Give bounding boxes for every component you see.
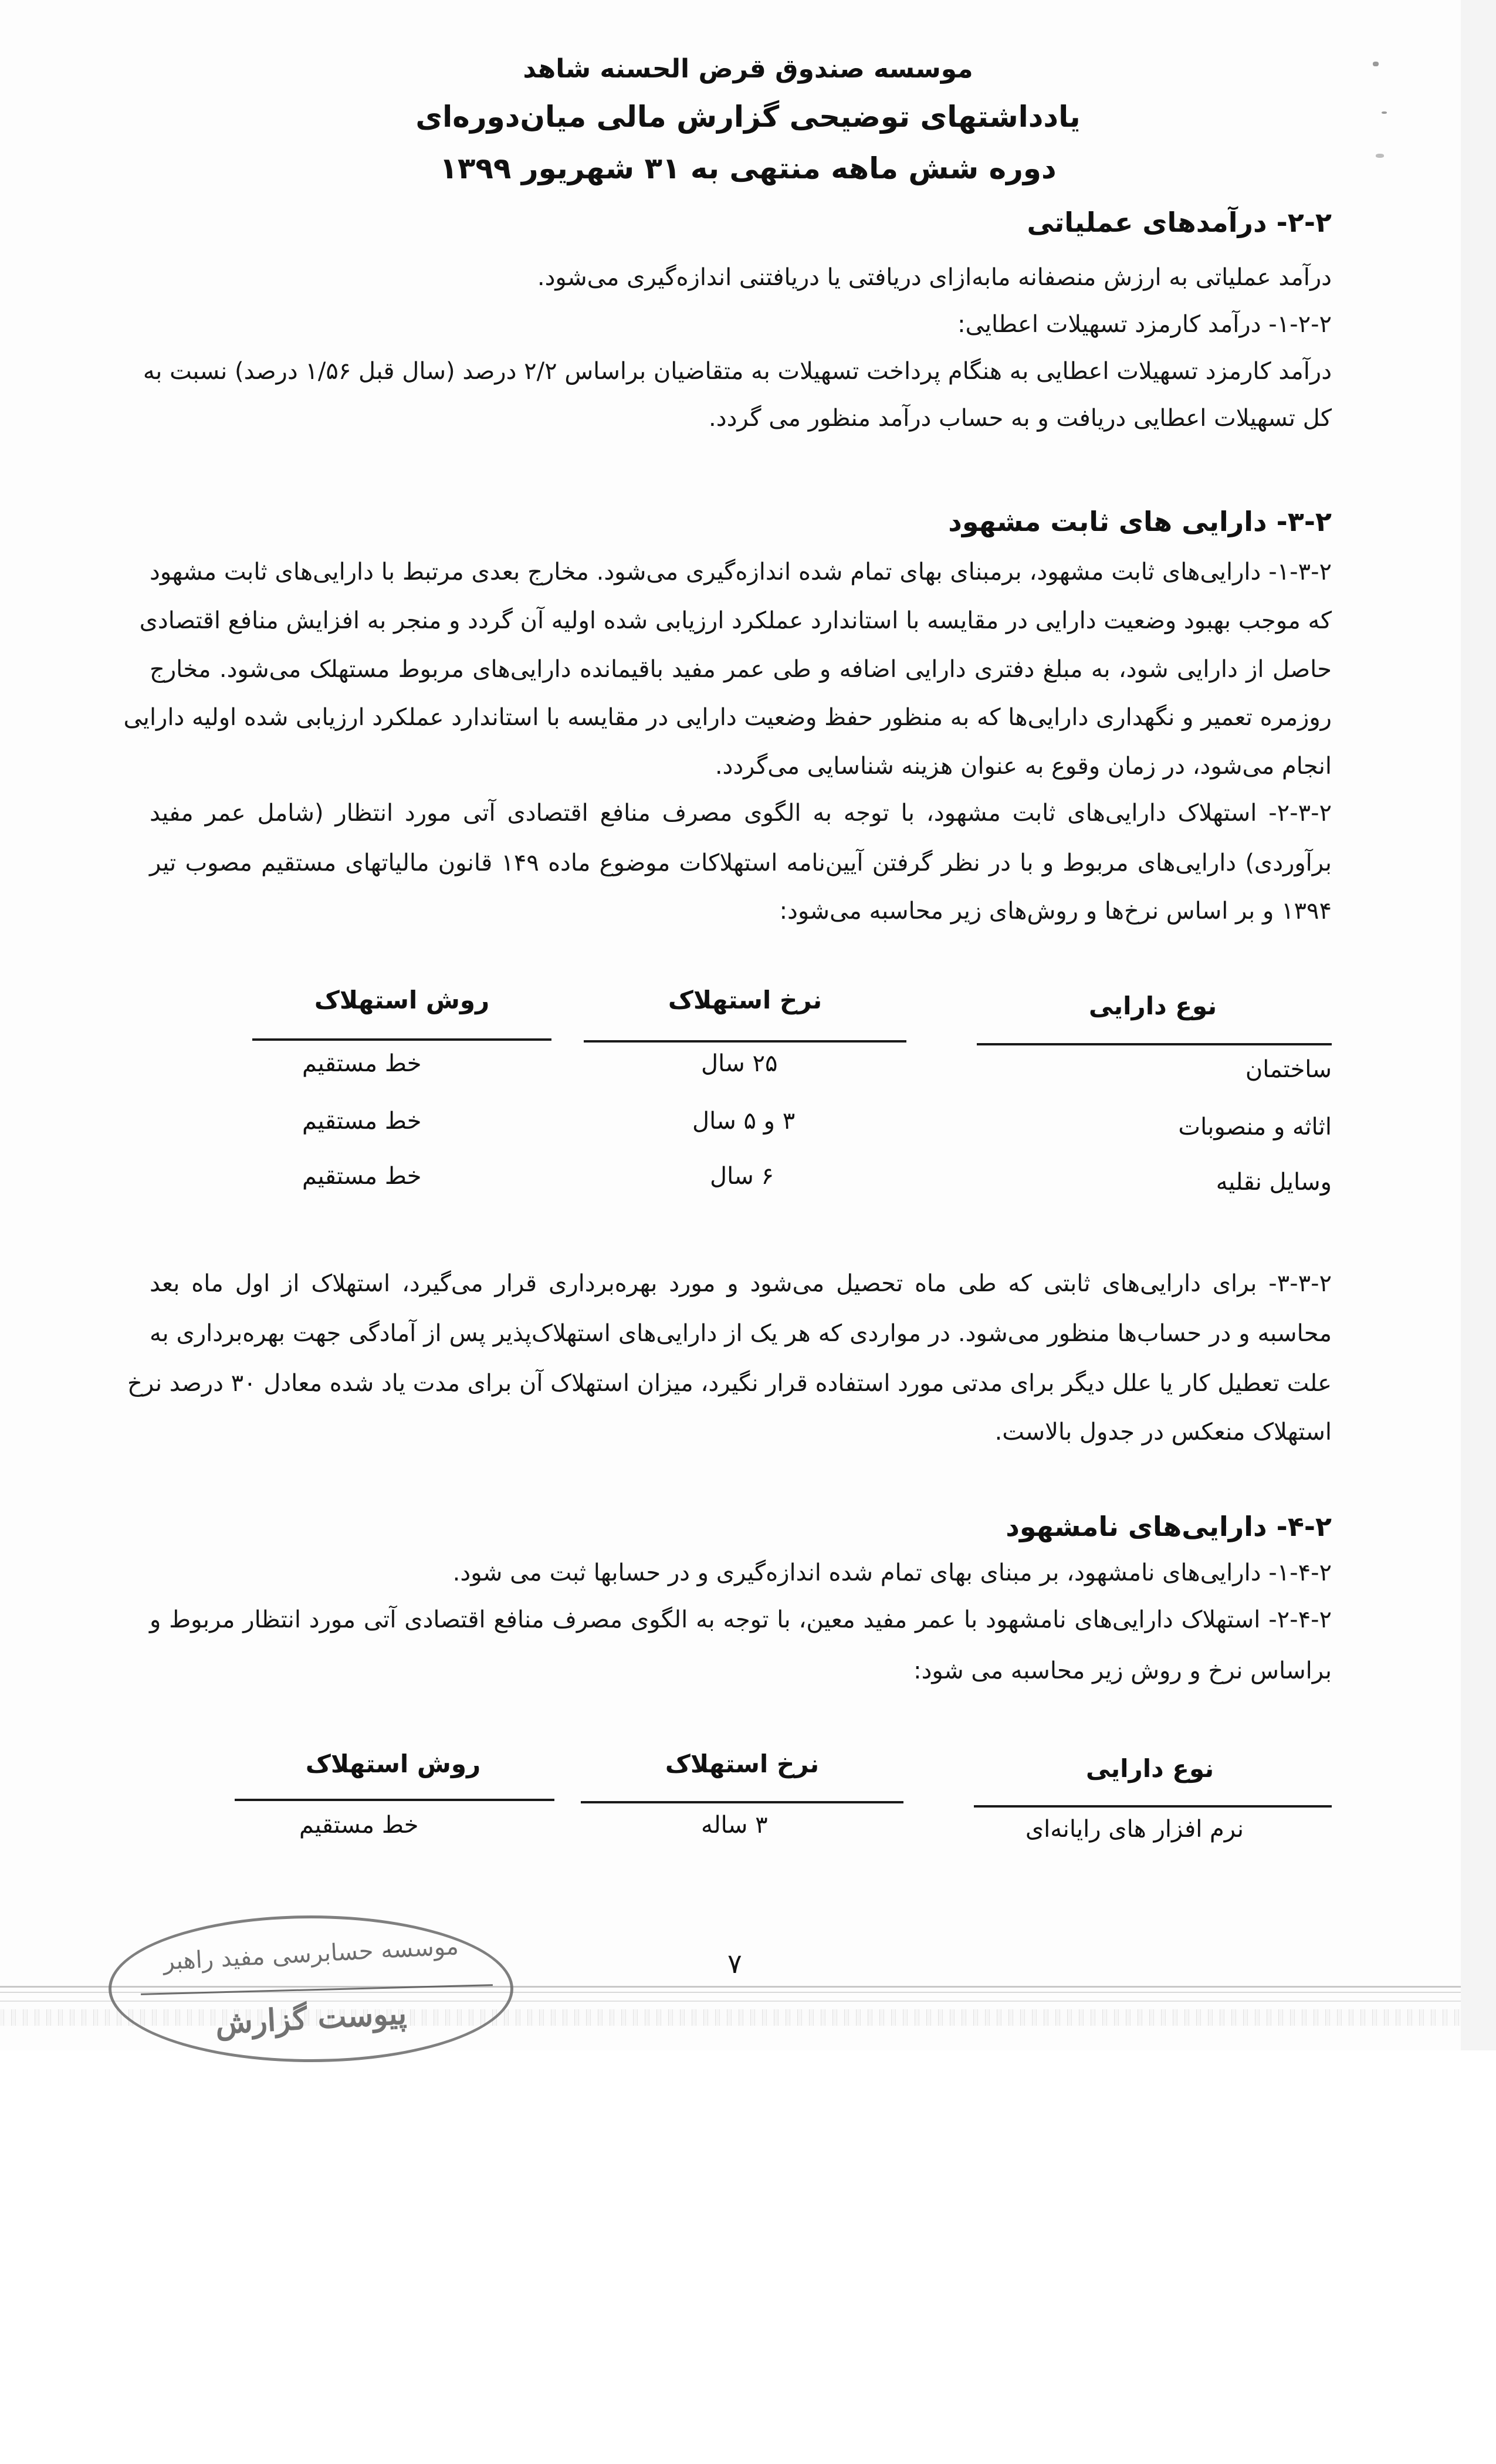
subsection-title: ۱-۲-۲- درآمد کارمزد تسهیلات اعطایی: (957, 311, 1332, 338)
scan-margin (1461, 0, 1496, 2050)
table-header-rule (974, 1805, 1332, 1808)
cell-asset-type: ساختمان (1245, 1056, 1332, 1083)
paragraph-line: استهلاک منعکس در جدول بالاست. (994, 1419, 1332, 1446)
paragraph-line: ۲-۴-۲- استهلاک دارایی‌های نامشهود با عمر مفید معین، با توجه به الگوی مصرف منافع اقتصادی آتی مورد انتظار مربوط و (150, 1606, 1332, 1633)
paragraph-line: روزمره تعمیر و نگهداری دارایی‌ها که به منظور حفظ وضعیت دارایی در مقایسه با استاندارد عملکرد ارزیابی شده اولیه دارایی (123, 704, 1332, 731)
paragraph-line: درآمد کارمزد تسهیلات اعطایی به هنگام پرداخت تسهیلات به متقاضیان براساس ۲/۲ درصد (سال قبل ۱/۵۶ درصد) نسبت به (143, 358, 1332, 385)
table-header-rate: نرخ استهلاک (665, 1749, 820, 1778)
table-header-rule (581, 1801, 903, 1803)
cell-method: خط مستقیم (299, 1812, 419, 1839)
stamp-label: پیوست گزارش (214, 1995, 408, 2042)
paragraph-line: ۱-۴-۲- دارایی‌های نامشهود، بر مبنای بهای تمام شده اندازه‌گیری و در حسابها ثبت می شود. (452, 1559, 1332, 1586)
organization-name: موسسه صندوق قرض الحسنه شاهد (523, 54, 973, 84)
paragraph-line: ۲-۳-۲- استهلاک دارایی‌های ثابت مشهود، با توجه به الگوی مصرف منافع اقتصادی آتی مورد انتظار (شامل عمر مفید (150, 800, 1332, 827)
stamp-auditor-name: موسسه حسابرسی مفید راهبر (163, 1932, 459, 1976)
paragraph-line: ۳-۳-۲- برای دارایی‌های ثابتی که طی ماه تحصیل می‌شود و مورد بهره‌برداری قرار می‌گیرد، استهلاک از اول ماه بعد (150, 1270, 1332, 1297)
table-header-asset-type: نوع دارایی (1085, 1754, 1214, 1783)
scan-speck (1373, 62, 1379, 66)
section-heading-intangible-assets: ۴-۲- دارایی‌های نامشهود (1006, 1511, 1332, 1542)
paragraph-line: براساس نرخ و روش زیر محاسبه می شود: (913, 1657, 1332, 1684)
page-number: ۷ (727, 1948, 742, 1979)
report-period: دوره شش ماهه منتهی به ۳۱ شهریور ۱۳۹۹ (439, 151, 1057, 185)
paragraph-line: ۱-۳-۲- دارایی‌های ثابت مشهود، برمبنای بهای تمام شده اندازه‌گیری می‌شود. مخارج بعدی مرتبط با دارایی‌های ثابت مشهود (150, 559, 1332, 585)
cell-asset-type: وسایل نقلیه (1216, 1169, 1332, 1196)
cell-method: خط مستقیم (302, 1163, 422, 1190)
auditor-stamp (109, 1915, 513, 2062)
cell-rate: ۶ سال (710, 1163, 774, 1190)
table-header-rule (235, 1799, 554, 1801)
paragraph-line: محاسبه و در حساب‌ها منظور می‌شود. در مواردی که هر یک از دارایی‌های استهلاک‌پذیر پس از آمادگی جهت بهره‌برداری به (150, 1320, 1332, 1347)
cell-rate: ۲۵ سال (701, 1050, 778, 1077)
cell-method: خط مستقیم (302, 1108, 422, 1135)
table-header-rule (584, 1040, 906, 1043)
scan-speck (1382, 111, 1387, 114)
table-header-rule (977, 1043, 1332, 1045)
paragraph-line: ۱۳۹۴ و بر اساس نرخ‌ها و روش‌های زیر محاسبه می‌شود: (779, 898, 1332, 925)
section-heading-operating-income: ۲-۲- درآمدهای عملیاتی (1027, 207, 1332, 238)
cell-rate: ۳ ساله (701, 1812, 768, 1839)
scan-speck (1376, 154, 1384, 158)
paragraph-line: انجام می‌شود، در زمان وقوع به عنوان هزینه شناسایی می‌گردد. (715, 753, 1332, 780)
section-heading-tangible-assets: ۳-۲- دارایی های ثابت مشهود (948, 506, 1332, 537)
table-header-asset-type: نوع دارایی (1088, 991, 1217, 1020)
paragraph-line: کل تسهیلات اعطایی دریافت و به حساب درآمد منظور می گردد. (709, 405, 1332, 432)
cell-rate: ۳ و ۵ سال (692, 1108, 796, 1135)
cell-asset-type: اثاثه و منصوبات (1178, 1113, 1332, 1140)
paragraph-line: برآوردی) دارایی‌های مربوط و با در نظر گرفتن آیین‌نامه استهلاکات موضوع ماده ۱۴۹ قانون مالیاتهای مستقیم مصوب تیر (150, 849, 1332, 876)
cell-asset-type: نرم افزار های رایانه‌ای (1025, 1816, 1244, 1843)
table-header-method: روش استهلاک (305, 1749, 481, 1778)
paragraph-line: علت تعطیل کار یا علل دیگر برای مدتی مورد استفاده قرار نگیرد، میزان استهلاک آن برای مدت یاد شده معادل ۳۰ درصد نرخ (127, 1370, 1332, 1397)
table-header-method: روش استهلاک (314, 986, 490, 1014)
table-header-rate: نرخ استهلاک (668, 986, 823, 1014)
paragraph-line: درآمد عملیاتی به ارزش منصفانه مابه‌ازای دریافتی یا دریافتنی اندازه‌گیری می‌شود. (537, 264, 1332, 291)
table-header-rule (252, 1038, 551, 1041)
paragraph-line: حاصل از دارایی شود، به مبلغ دفتری دارایی اضافه و طی عمر مفید باقیمانده دارایی‌های مربوط مستهلک می‌شود. مخارج (150, 656, 1332, 683)
cell-method: خط مستقیم (302, 1050, 422, 1077)
document-title: یادداشتهای توضیحی گزارش مالی میان‌دوره‌ای (415, 100, 1081, 134)
paragraph-line: که موجب بهبود وضعیت دارایی در مقایسه با استاندارد عملکرد ارزیابی شده اولیه آن گردد و منجر به افزایش منافع اقتصادی (139, 607, 1332, 634)
